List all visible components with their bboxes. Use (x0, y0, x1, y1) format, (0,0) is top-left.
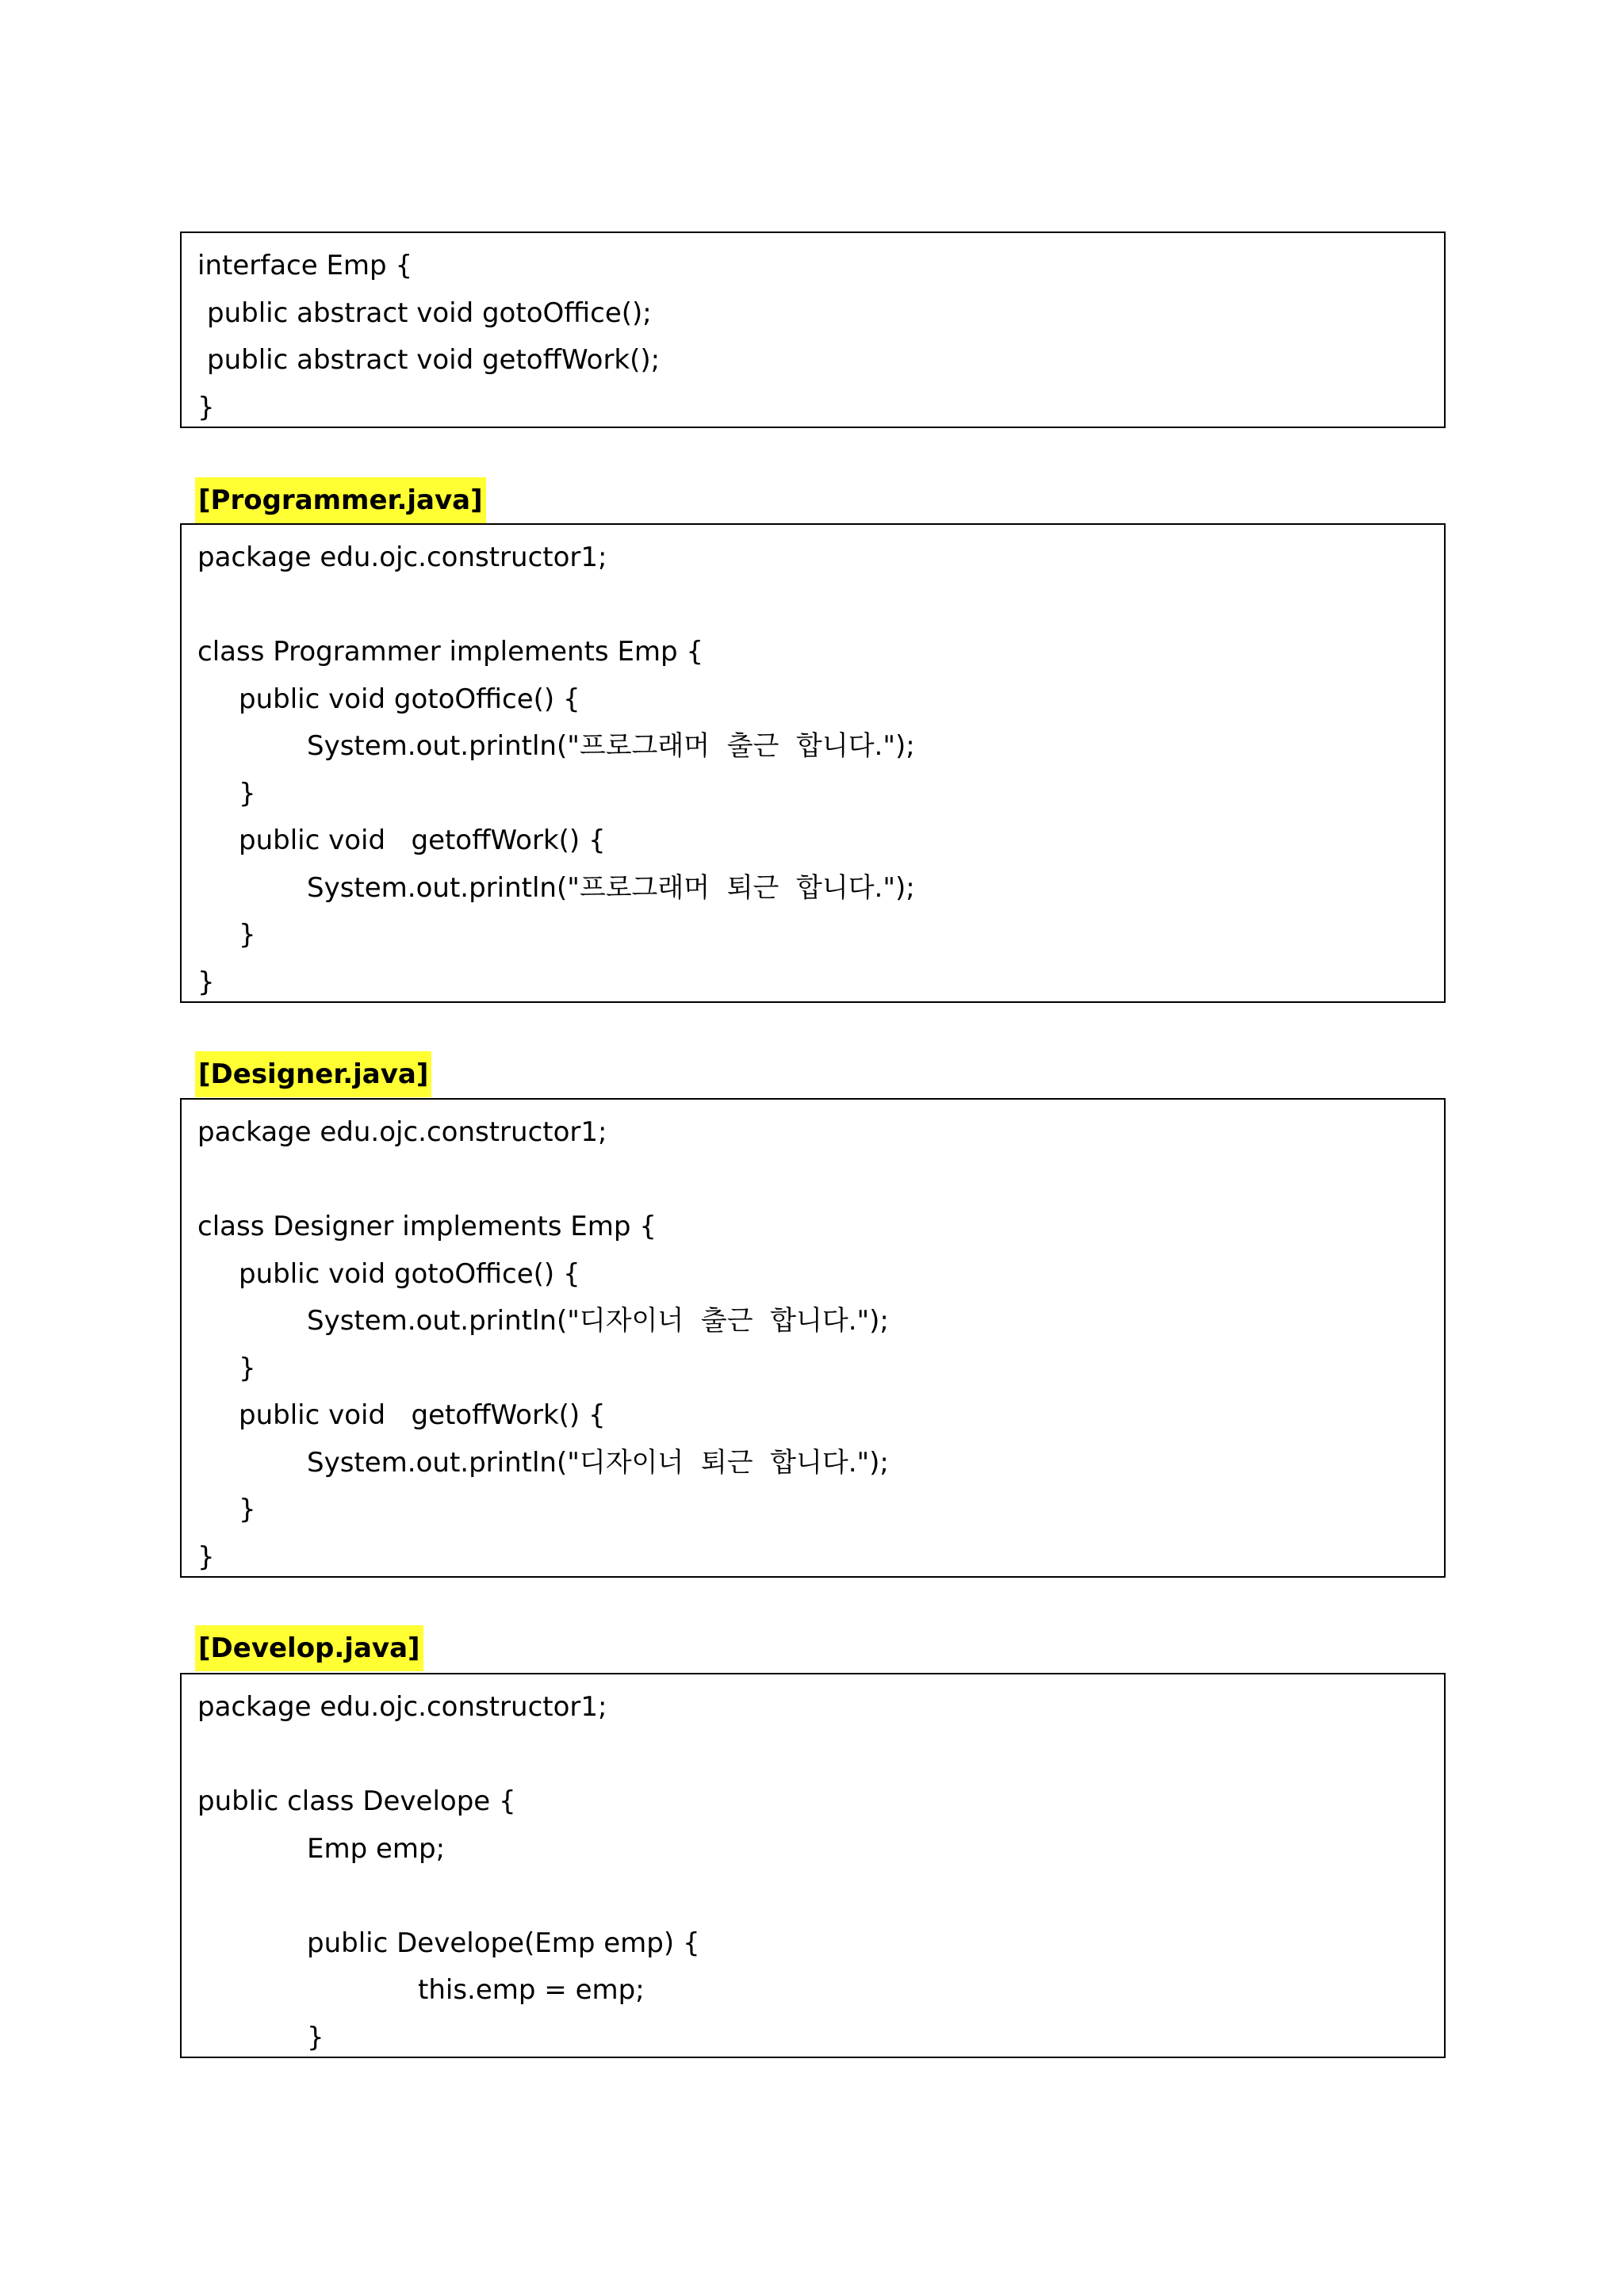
code-line: Emp emp; (307, 1832, 446, 1865)
code-line: } (197, 966, 215, 998)
code-line: class Programmer implements Emp { (197, 636, 704, 668)
code-line: public void getoffWork() { (239, 1399, 606, 1431)
code-line: } (307, 2021, 324, 2053)
file-label-programmer: [Programmer.java] (195, 477, 486, 523)
code-line: interface Emp { (197, 250, 413, 281)
code-box-emp-interface (180, 232, 1446, 428)
code-line: } (239, 919, 256, 951)
code-line: public abstract void gotoOffice(); (207, 297, 652, 329)
code-line: } (197, 1540, 215, 1573)
code-line: System.out.println("디자이너 퇴근 합니다."); (307, 1446, 889, 1479)
code-line (197, 1732, 1444, 1779)
code-box-programmer (180, 523, 1446, 1003)
code-line (197, 582, 1444, 629)
code-line: } (197, 391, 215, 423)
code-box-develop (180, 1673, 1446, 2058)
code-line: } (239, 1494, 256, 1525)
code-box-designer (180, 1098, 1446, 1578)
code-line: } (239, 1352, 256, 1384)
code-line: package edu.ojc.constructor1; (197, 541, 607, 573)
code-line: this.emp = emp; (418, 1974, 645, 2006)
code-line: System.out.println("프로그래머 퇴근 합니다."); (307, 871, 915, 904)
code-line: public void gotoOffice() { (239, 1257, 580, 1290)
code-line: } (239, 777, 256, 809)
file-label-designer: [Designer.java] (195, 1051, 431, 1097)
code-line: class Designer implements Emp { (197, 1211, 657, 1242)
code-line: System.out.println("디자이너 출근 합니다."); (307, 1305, 889, 1337)
code-line: System.out.println("프로그래머 출근 합니다."); (307, 730, 915, 762)
code-line (197, 1157, 1444, 1204)
code-line (197, 1873, 1444, 1920)
code-line: public abstract void getoffWork(); (207, 344, 661, 376)
file-label-develop: [Develop.java] (195, 1625, 423, 1671)
code-line: public void getoffWork() { (239, 825, 606, 856)
code-line: package edu.ojc.constructor1; (197, 1116, 607, 1148)
code-line: public void gotoOffice() { (239, 683, 580, 715)
code-line: package edu.ojc.constructor1; (197, 1691, 607, 1723)
code-line: public class Develope { (197, 1785, 516, 1817)
code-line: public Develope(Emp emp) { (307, 1927, 700, 1959)
